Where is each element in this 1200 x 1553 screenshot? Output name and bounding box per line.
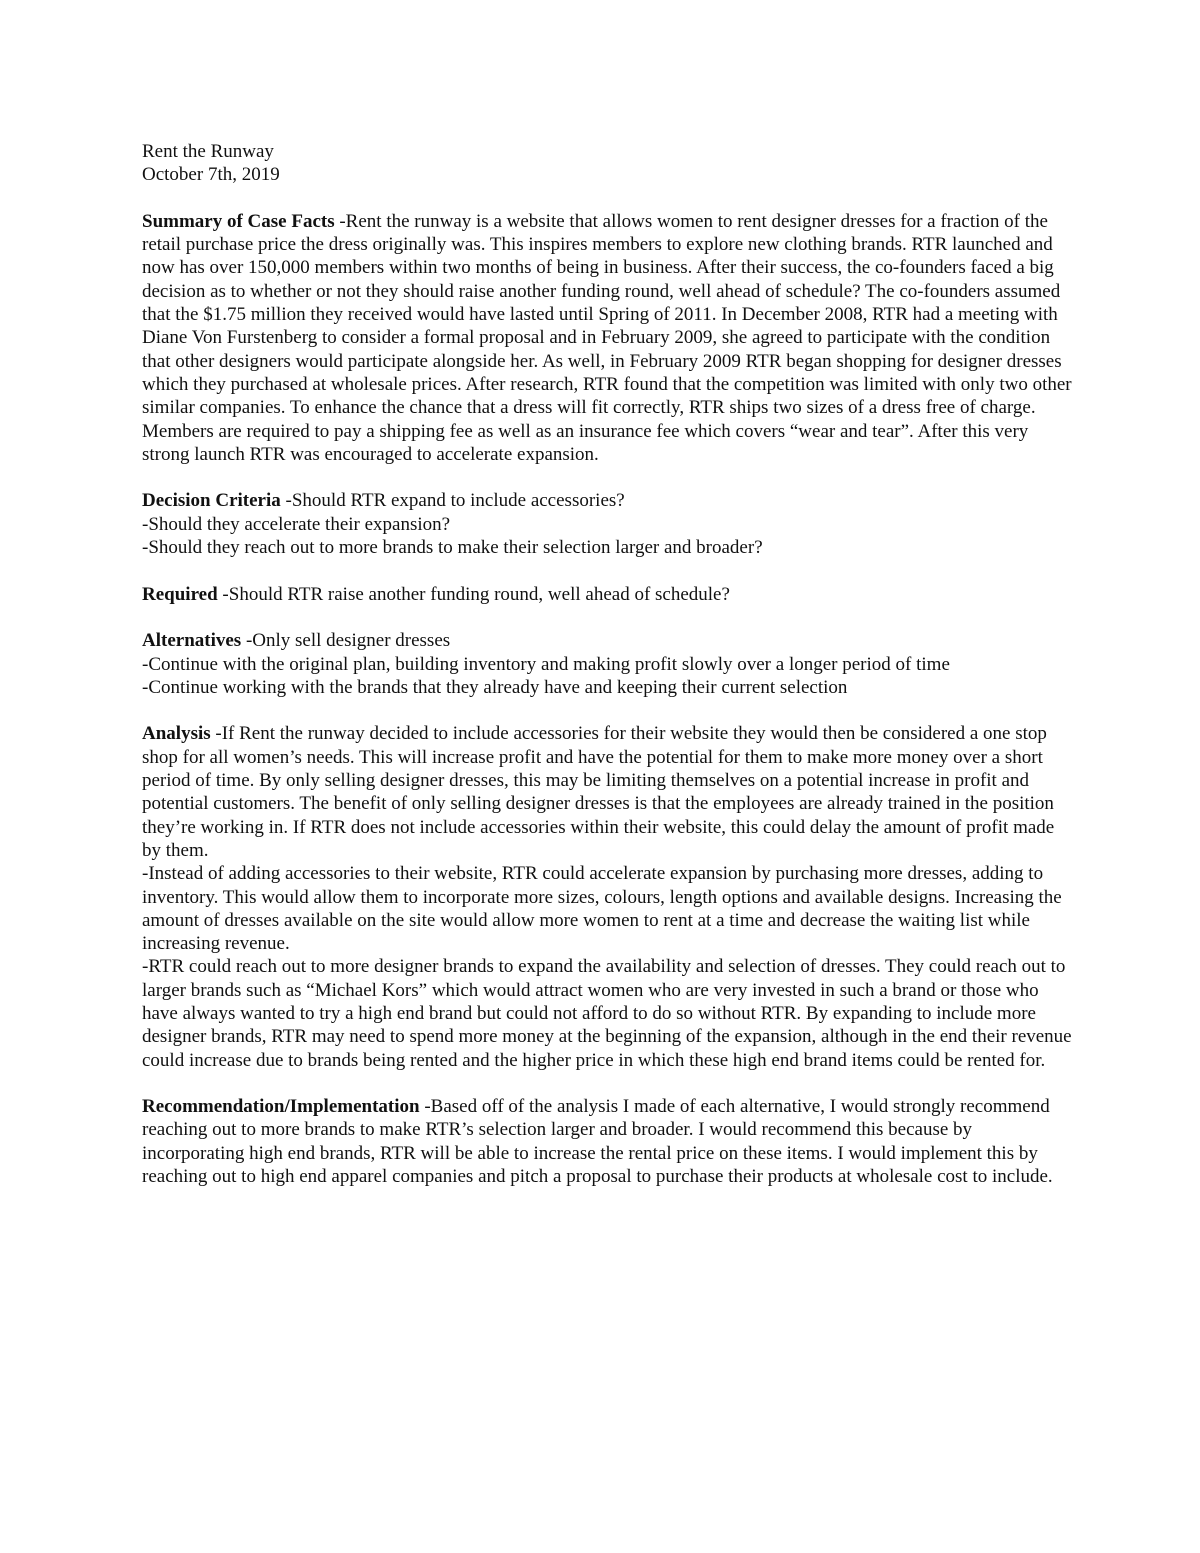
decision-line: -Should they reach out to more brands to make their selection larger and broader? xyxy=(142,537,763,559)
analysis-label: Analysis xyxy=(142,723,211,745)
decision-label: Decision Criteria xyxy=(142,490,281,512)
recommendation-label: Recommendation/Implementation xyxy=(142,1096,420,1118)
analysis-paragraph-3: -RTR could reach out to more designer brands to expand the availability and selection of dresses. They could reach out to larger brands such as “Michael Kors” which would attract women who are very invested in such a brand or those who have always wanted to try a high end brand but could not afford to do so without RTR. By expanding to include more designer brands, RTR may need to spend more money at the beginning of the expansion, although in the end their revenue could increase due to brands being rented and the higher price in which these high end brand items could be rented for. xyxy=(142,956,1072,1071)
alternatives-text: -Only sell designer dresses xyxy=(241,630,451,652)
document-date: October 7th, 2019 xyxy=(142,164,280,186)
analysis-paragraph xyxy=(142,722,1072,862)
recommendation-text: -Based off of the analysis I made of each alternative, I would strongly recommend reaching out to more brands to make RTR’s selection larger and broader. I would recommend this because by incorporating high end brands, RTR will be able to increase the rental price on these items. I would implement this by reaching out to high end apparel companies and pitch a proposal to purchase their products at wholesale cost to include. xyxy=(142,1096,1053,1188)
document-title: Rent the Runway xyxy=(142,141,274,162)
spacer xyxy=(142,699,1072,722)
alternatives-line: -Continue with the original plan, building inventory and making profit slowly over a longer period of time xyxy=(142,653,950,675)
spacer xyxy=(142,559,1072,582)
alternatives-line: -Continue working with the brands that they already have and keeping their current selection xyxy=(142,676,848,698)
decision-paragraph xyxy=(142,489,1072,512)
summary-paragraph xyxy=(142,210,1072,466)
spacer xyxy=(142,466,1072,489)
analysis-paragraph-2: -Instead of adding accessories to their website, RTR could accelerate expansion by purchasing more dresses, adding to inventory. This would allow them to incorporate more sizes, colours, length options and available designs. Increasing the amount of dresses available on the site would allow more women to rent at a time and decrease the waiting list while increasing revenue. xyxy=(142,863,1062,955)
summary-label: Summary of Case Facts xyxy=(142,210,335,232)
analysis-text: -If Rent the runway decided to include accessories for their website they would then be considered a one stop shop for all women’s needs. This will increase profit and have the potential for them to make more money over a short period of time. By only selling designer dresses, this may be limiting themselves on a potential increase in profit and potential customers. The benefit of only selling designer dresses is that the employees are already trained in the position they’re working in. If RTR does not include accessories within their website, this could delay the amount of profit made by them. xyxy=(142,723,1055,861)
alternatives-paragraph xyxy=(142,629,1072,652)
decision-text: -Should RTR expand to include accessories? xyxy=(280,490,625,512)
required-text: -Should RTR raise another funding round, well ahead of schedule? xyxy=(217,583,730,605)
summary-text: -Rent the runway is a website that allows women to rent designer dresses for a fraction of the retail purchase price the dress originally was. This inspires members to explore new clothing brands. RTR launched and now has over 150,000 members within two months of being in business. After their success, the co-founders faced a big decision as to whether or not they should raise another funding round, well ahead of schedule? The co-founders assumed that the $1.75 million they received would have lasted until Spring of 2011. In December 2008, RTR had a meeting with Diane Von Furstenberg to consider a formal proposal and in February 2009, she agreed to participate with the condition that other designers would participate alongside her. As well, in February 2009 RTR began shopping for designer dresses which they purchased at wholesale prices. After research, RTR found that the competition was limited with only two other similar companies. To enhance the chance that a dress will fit correctly, RTR ships two sizes of a dress free of charge. Members are required to pay a shipping fee as well as an insurance fee which covers “wear and tear”. After this very strong launch RTR was encouraged to accelerate expansion. xyxy=(142,210,1072,465)
spacer xyxy=(142,606,1072,629)
document-page xyxy=(142,140,1072,1188)
alternatives-label: Alternatives xyxy=(142,630,242,652)
required-paragraph xyxy=(142,583,1072,606)
spacer xyxy=(142,187,1072,210)
spacer xyxy=(142,1072,1072,1095)
recommendation-paragraph xyxy=(142,1095,1072,1188)
required-label: Required xyxy=(142,583,218,605)
decision-line: -Should they accelerate their expansion? xyxy=(142,513,451,535)
